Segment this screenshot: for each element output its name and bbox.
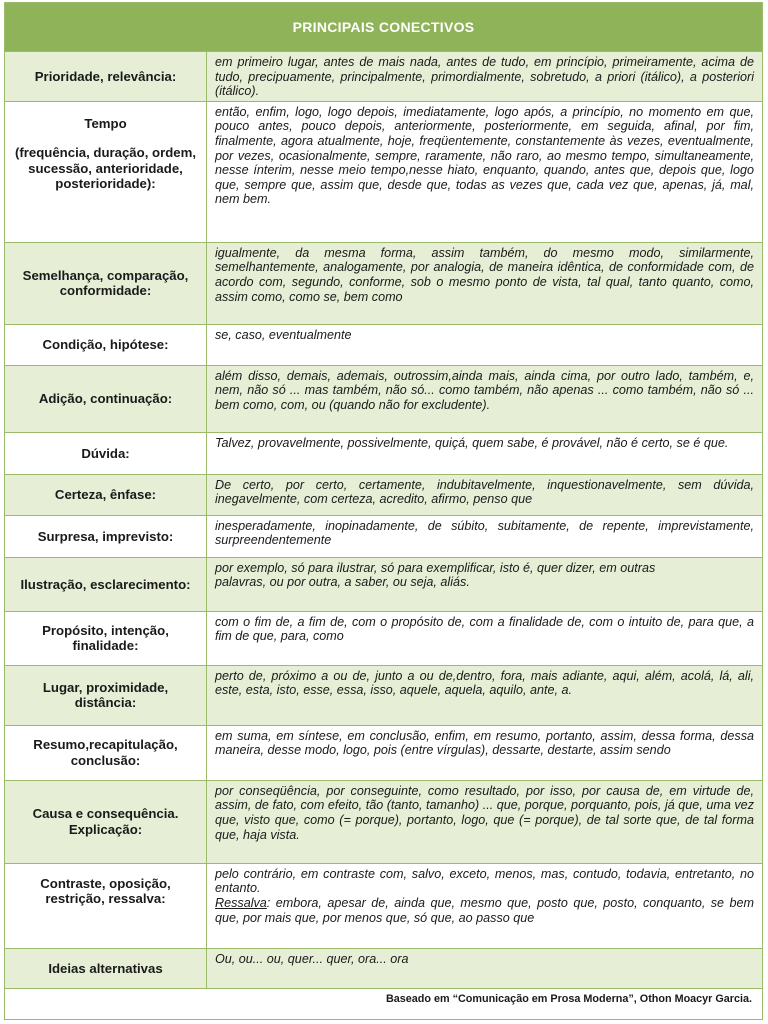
category-label: Resumo,recapitulação, conclusão: <box>33 737 178 768</box>
table-row <box>5 515 762 557</box>
category-cell <box>5 52 207 102</box>
table-row <box>5 948 762 988</box>
connectives-text-continued: palavras, ou por outra, a saber, ou seja, aliás. <box>215 575 470 590</box>
connectives-cell <box>207 863 763 948</box>
connectives-text: Ou, ou... ou, quer... quer, ora... ora <box>215 951 409 966</box>
category-label: Surpresa, imprevisto: <box>37 528 174 544</box>
connectives-cell <box>207 515 763 557</box>
source-footer: Baseado em “Comunicação em Prosa Moderna”, Othon Moacyr Garcia. <box>5 988 762 1009</box>
category-cell <box>5 725 207 780</box>
category-cell <box>5 474 207 515</box>
connectives-document <box>4 2 763 1020</box>
connectives-text: com o fim de, a fim de, com o propósito de, com a finalidade de, com o intuito de, para que, a fim de que, para, como <box>215 614 754 644</box>
category-cell <box>5 611 207 665</box>
category-cell <box>5 324 207 365</box>
table-row <box>5 324 762 365</box>
table-row <box>5 665 762 725</box>
connectives-cell <box>207 52 763 102</box>
category-sublabel: (frequência, duração, ordem, sucessão, anterioridade, posterioridade): <box>14 145 196 192</box>
connectives-cell <box>207 557 763 611</box>
connectives-cell <box>207 725 763 780</box>
category-label: Adição, continuação: <box>38 391 173 407</box>
table-row <box>5 365 762 432</box>
connectives-cell <box>207 780 763 863</box>
category-cell <box>5 242 207 324</box>
connectives-cell <box>207 611 763 665</box>
category-cell <box>5 432 207 474</box>
connectives-text: por exemplo, só para ilustrar, só para exemplificar, isto é, quer dizer, em outras <box>215 560 656 575</box>
category-cell <box>5 101 207 242</box>
table-row <box>5 557 762 611</box>
table-row <box>5 780 762 863</box>
connectives-text: igualmente, da mesma forma, assim também, do mesmo modo, similarmente, semelhantemente, analogamente, por analogia, de maneira idêntica, de conformidade com, de acordo com, segundo, conforme, sob o mesmo ponto de vista, tal qual, tanto quanto, como, assim como, como se, bem como <box>215 245 754 304</box>
table-row <box>5 242 762 324</box>
category-label: Contraste, oposição, restrição, ressalva: <box>40 875 171 907</box>
category-label: Ideias alternativas <box>48 960 163 976</box>
table-row <box>5 52 762 102</box>
connectives-text: De certo, por certo, certamente, indubitavelmente, inquestionavelmente, sem dúvida, inegavelmente, com certeza, acredito, afirmo, penso que <box>215 477 754 507</box>
category-cell <box>5 557 207 611</box>
connectives-text: em suma, em síntese, em conclusão, enfim, em resumo, portanto, assim, dessa forma, dessa maneira, desse modo, logo, pois (entre vírgulas), dessarte, destarte, assim sendo <box>215 728 754 758</box>
table-row <box>5 611 762 665</box>
category-label: Dúvida: <box>81 445 130 461</box>
ressalva-label: Ressalva <box>215 895 267 910</box>
connectives-cell <box>207 948 763 988</box>
category-label: Tempo <box>84 115 127 131</box>
connectives-text: se, caso, eventualmente <box>215 327 352 342</box>
connectives-text: pelo contrário, em contraste com, salvo, exceto, menos, mas, contudo, todavia, entretanto, no entanto. <box>215 866 754 896</box>
category-cell <box>5 780 207 863</box>
connectives-text: Talvez, provavelmente, possivelmente, quiçá, quem sabe, é provável, não é certo, se é que. <box>215 435 729 450</box>
connectives-text: inesperadamente, inopinadamente, de súbito, subitamente, de repente, imprevistamente, surpreendentemente <box>215 518 754 548</box>
connectives-text: em primeiro lugar, antes de mais nada, antes de tudo, em princípio, primeiramente, acima de tudo, precipuamente, principalmente, primordialmente, sobretudo, a priori (itálico), a posteriori (itálico). <box>215 55 754 99</box>
connectives-table <box>5 51 762 988</box>
table-row <box>5 101 762 242</box>
connectives-cell <box>207 365 763 432</box>
connectives-cell <box>207 432 763 474</box>
category-label: Propósito, intenção, finalidade: <box>42 622 169 654</box>
category-cell <box>5 863 207 948</box>
category-cell <box>5 948 207 988</box>
connectives-text: além disso, demais, ademais, outrossim,ainda mais, ainda cima, por outro lado, também, e, nem, não só ... mas também, não só... como também, não apenas ... como também, não só ... bem como, com, ou (quando não for excludente). <box>215 368 754 412</box>
connectives-cell <box>207 665 763 725</box>
ressalva-text: : embora, apesar de, ainda que, mesmo que, posto que, posto, conquanto, se bem que, por mais que, por menos que, só que, ao passo que <box>215 895 754 925</box>
category-cell <box>5 365 207 432</box>
category-cell <box>5 665 207 725</box>
connectives-cell <box>207 101 763 242</box>
category-label: Prioridade, relevância: <box>34 68 177 84</box>
table-row <box>5 725 762 780</box>
category-label: Causa e consequência. Explicação: <box>32 806 179 837</box>
connectives-text: por conseqüência, por conseguinte, como resultado, por isso, por causa de, em virtude de, assim, de fato, com efeito, tão (tanto, tamanho) ... que, porque, porquanto, pois, já que, uma vez que, visto que, como (= porque), portanto, logo, que (= porque), de tal sorte que, de tal forma que, haja vista. <box>215 783 754 842</box>
connectives-text: então, enfim, logo, logo depois, imediatamente, logo após, a princípio, no momento em que, pouco antes, pouco depois, anteriormente, posteriormente, em seguida, afinal, por fim, finalmente, agora atualmente, hoje, freqüentemente, constantemente às vezes, eventualmente, por vezes, ocasionalmente, sempre, raramente, não raro, ao mesmo tempo, simultaneamente, nesse ínterim, nesse meio tempo,nesse hiato, enquanto, quando, antes que, depois que, logo que, sempre que, assim que, desde que, todas as vezes que, cada vez que, apenas, já, mal, nem bem. <box>215 104 754 207</box>
category-label: Condição, hipótese: <box>42 337 169 353</box>
table-row <box>5 432 762 474</box>
connectives-text: perto de, próximo a ou de, junto a ou de,dentro, fora, mais adiante, aqui, além, acolá, lá, ali, este, esta, isto, esse, essa, isso, aquele, aquela, aquilo, ante, a. <box>215 668 754 698</box>
connectives-cell <box>207 474 763 515</box>
table-row <box>5 863 762 948</box>
connectives-cell <box>207 324 763 365</box>
table-row <box>5 474 762 515</box>
category-label: Ilustração, esclarecimento: <box>20 576 191 592</box>
category-label: Lugar, proximidade, distância: <box>42 679 169 711</box>
category-label: Semelhança, comparação, conformidade: <box>22 267 189 299</box>
table-title: PRINCIPAIS CONECTIVOS <box>5 3 762 51</box>
category-cell <box>5 515 207 557</box>
category-label: Certeza, ênfase: <box>54 487 157 503</box>
connectives-cell <box>207 242 763 324</box>
